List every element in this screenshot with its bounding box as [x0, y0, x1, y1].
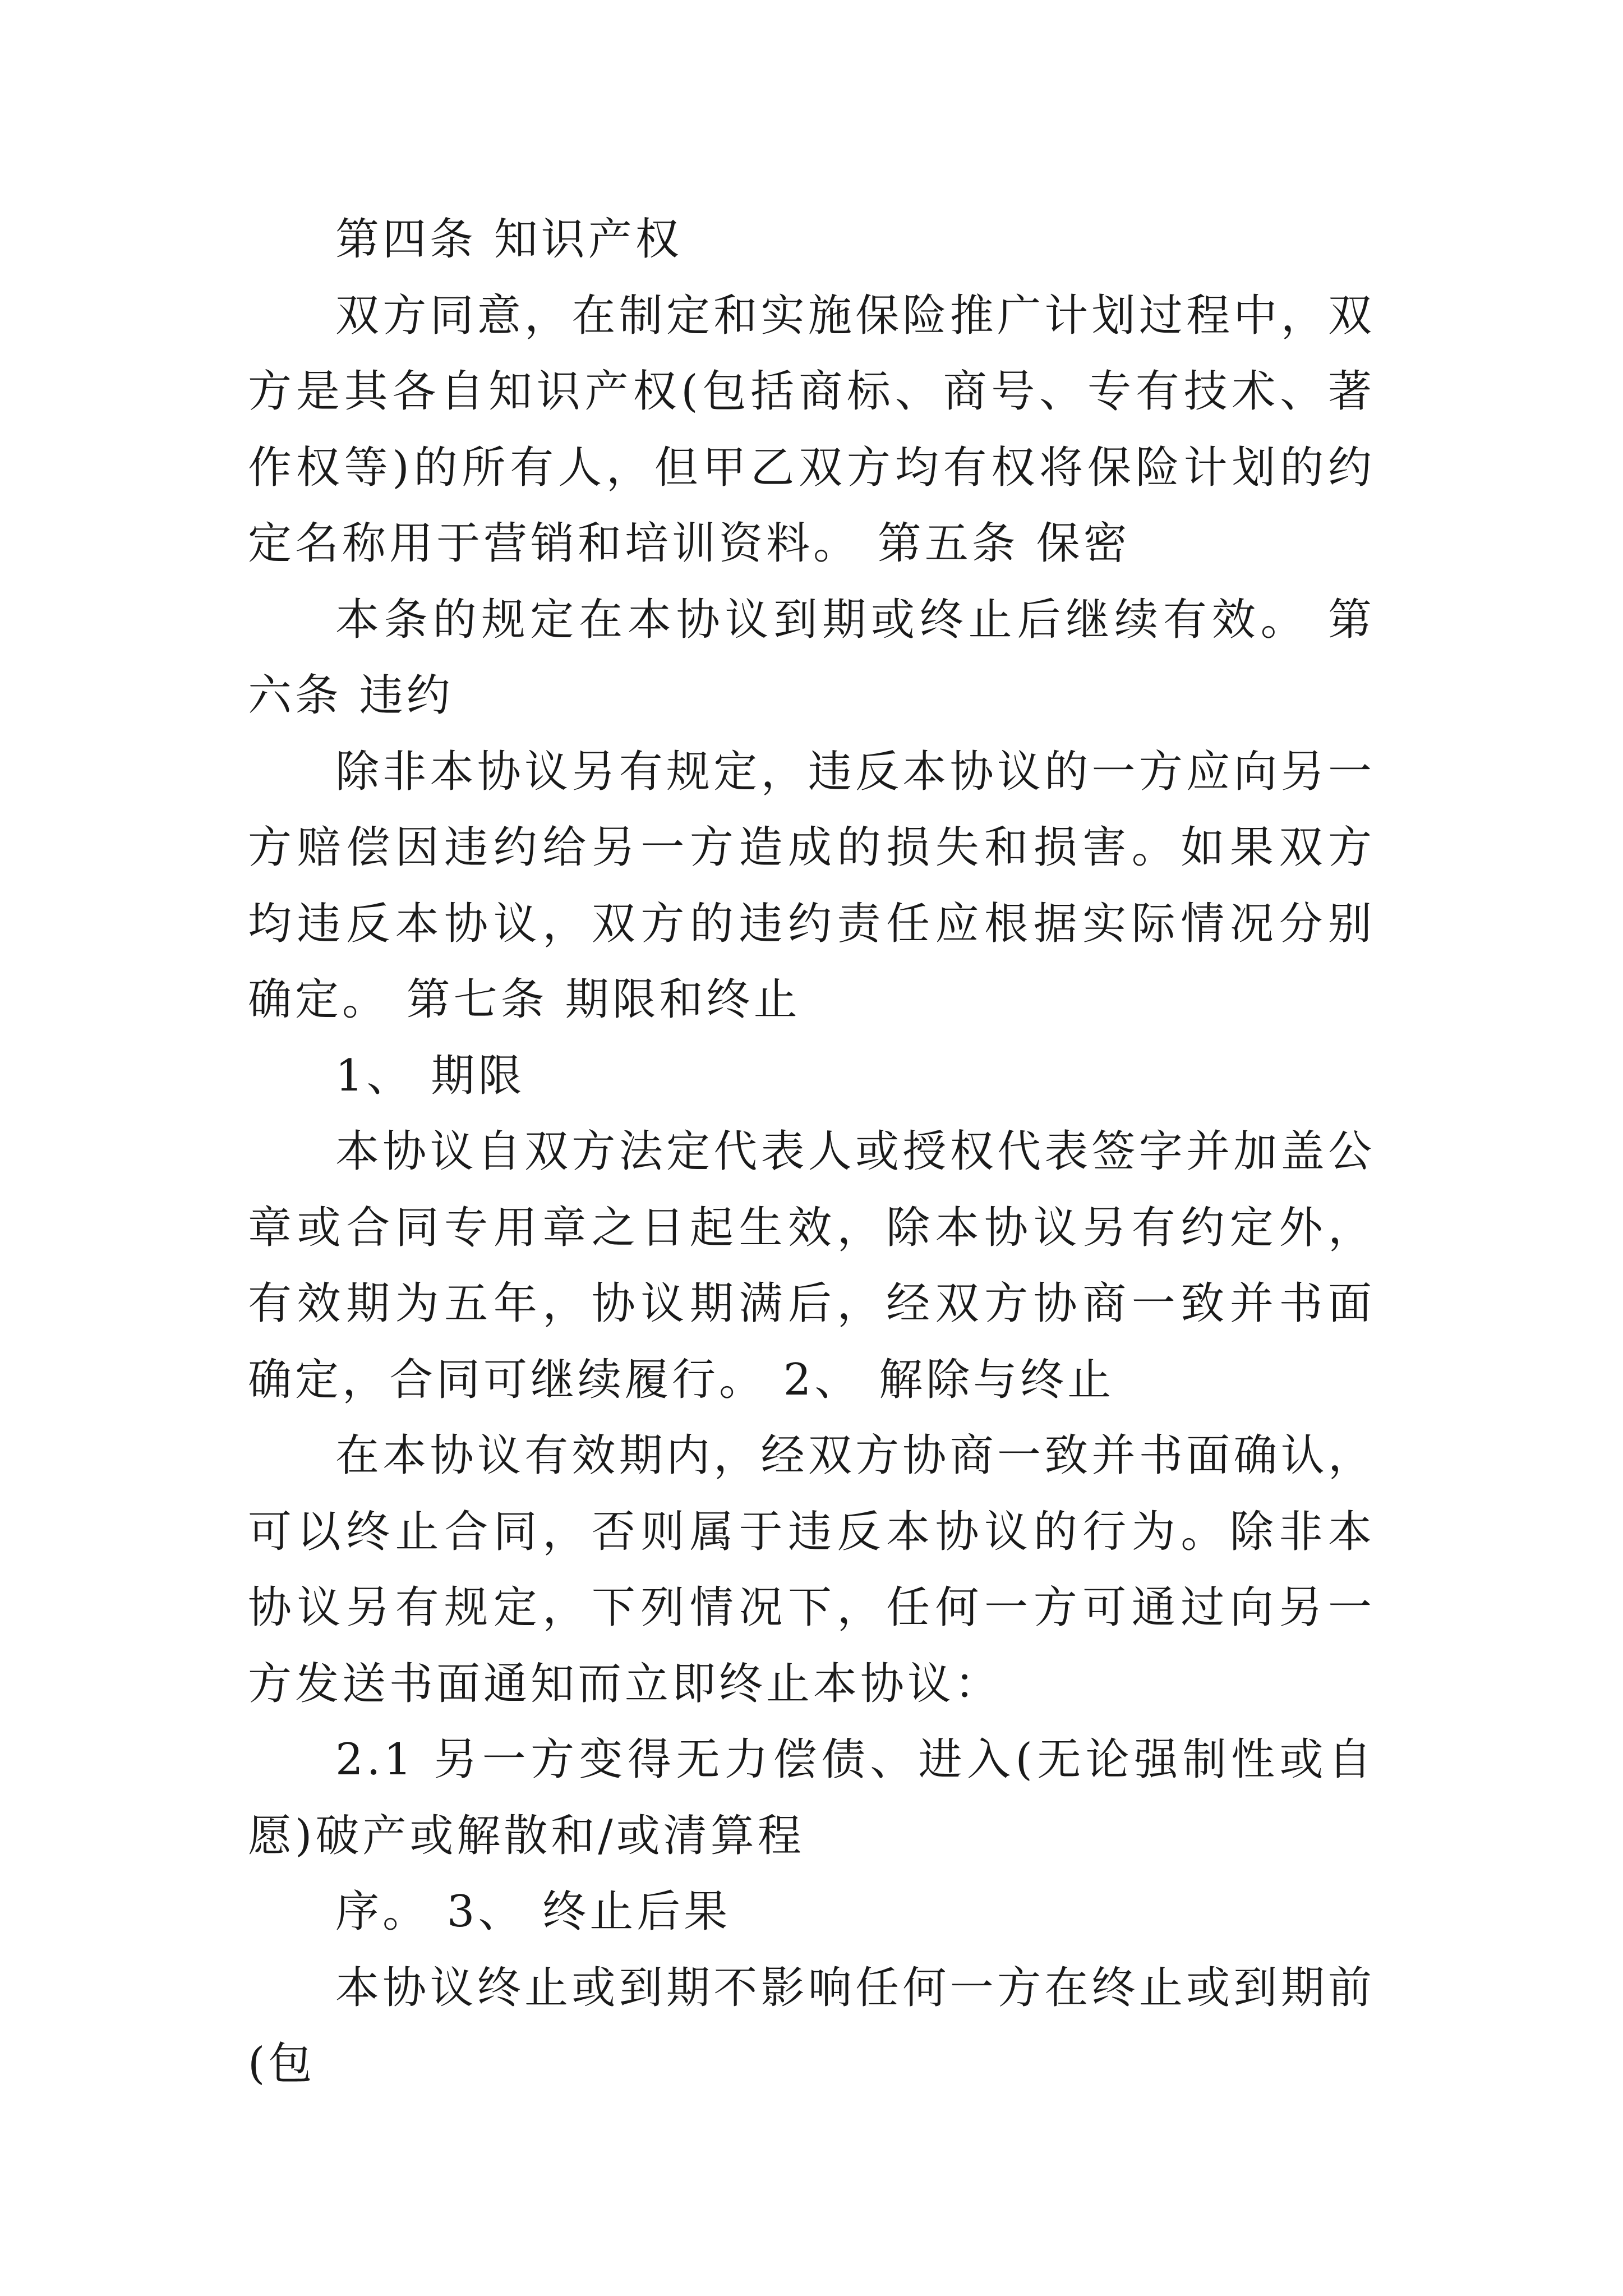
paragraph-term-heading: 1、 期限	[335, 1050, 525, 1101]
paragraph-breach: 除非本协议另有规定，违反本协议的一方应向另一方赔偿因违约给另一方造成的损失和损害。如果双方均违反本协议，双方的违约责任应根据实际情况分别确定。 第七条 期限和终止	[248, 746, 1375, 1025]
paragraph-consequences: 本协议终止或到期不影响任何一方在终止或到期前(包	[248, 1962, 1375, 2089]
paragraph-consequences-heading: 序。 3、 终止后果	[335, 1887, 731, 1937]
paragraph-termination: 在本协议有效期内，经双方协商一致并书面确认，可以终止合同，否则属于违反本协议的行为。除非本协议另有规定，下列情况下，任何一方可通过向另一方发送书面通知而立即终止本协议：	[248, 1430, 1375, 1709]
paragraph-intellectual-property: 双方同意，在制定和实施保险推广计划过程中，双方是其各自知识产权(包括商标、商号、专有技术、著作权等)的所有人，但甲乙双方均有权将保险计划的约定名称用于营销和培训资料。 第五条 保密	[248, 290, 1375, 569]
paragraph-article-4-heading: 第四条 知识产权	[335, 214, 683, 265]
paragraph-term: 本协议自双方法定代表人或授权代表签字并加盖公章或合同专用章之日起生效，除本协议另有约定外，有效期为五年，协议期满后，经双方协商一致并书面确定，合同可继续履行。 2、 解除与终止	[248, 1126, 1375, 1405]
paragraph-clause-2-1: 2.1 另一方变得无力偿债、进入(无论强制性或自愿)破产或解散和/或清算程	[248, 1734, 1375, 1861]
document-body	[248, 202, 1375, 2102]
paragraph-confidentiality: 本条的规定在本协议到期或终止后继续有效。 第六条 违约	[248, 594, 1375, 721]
